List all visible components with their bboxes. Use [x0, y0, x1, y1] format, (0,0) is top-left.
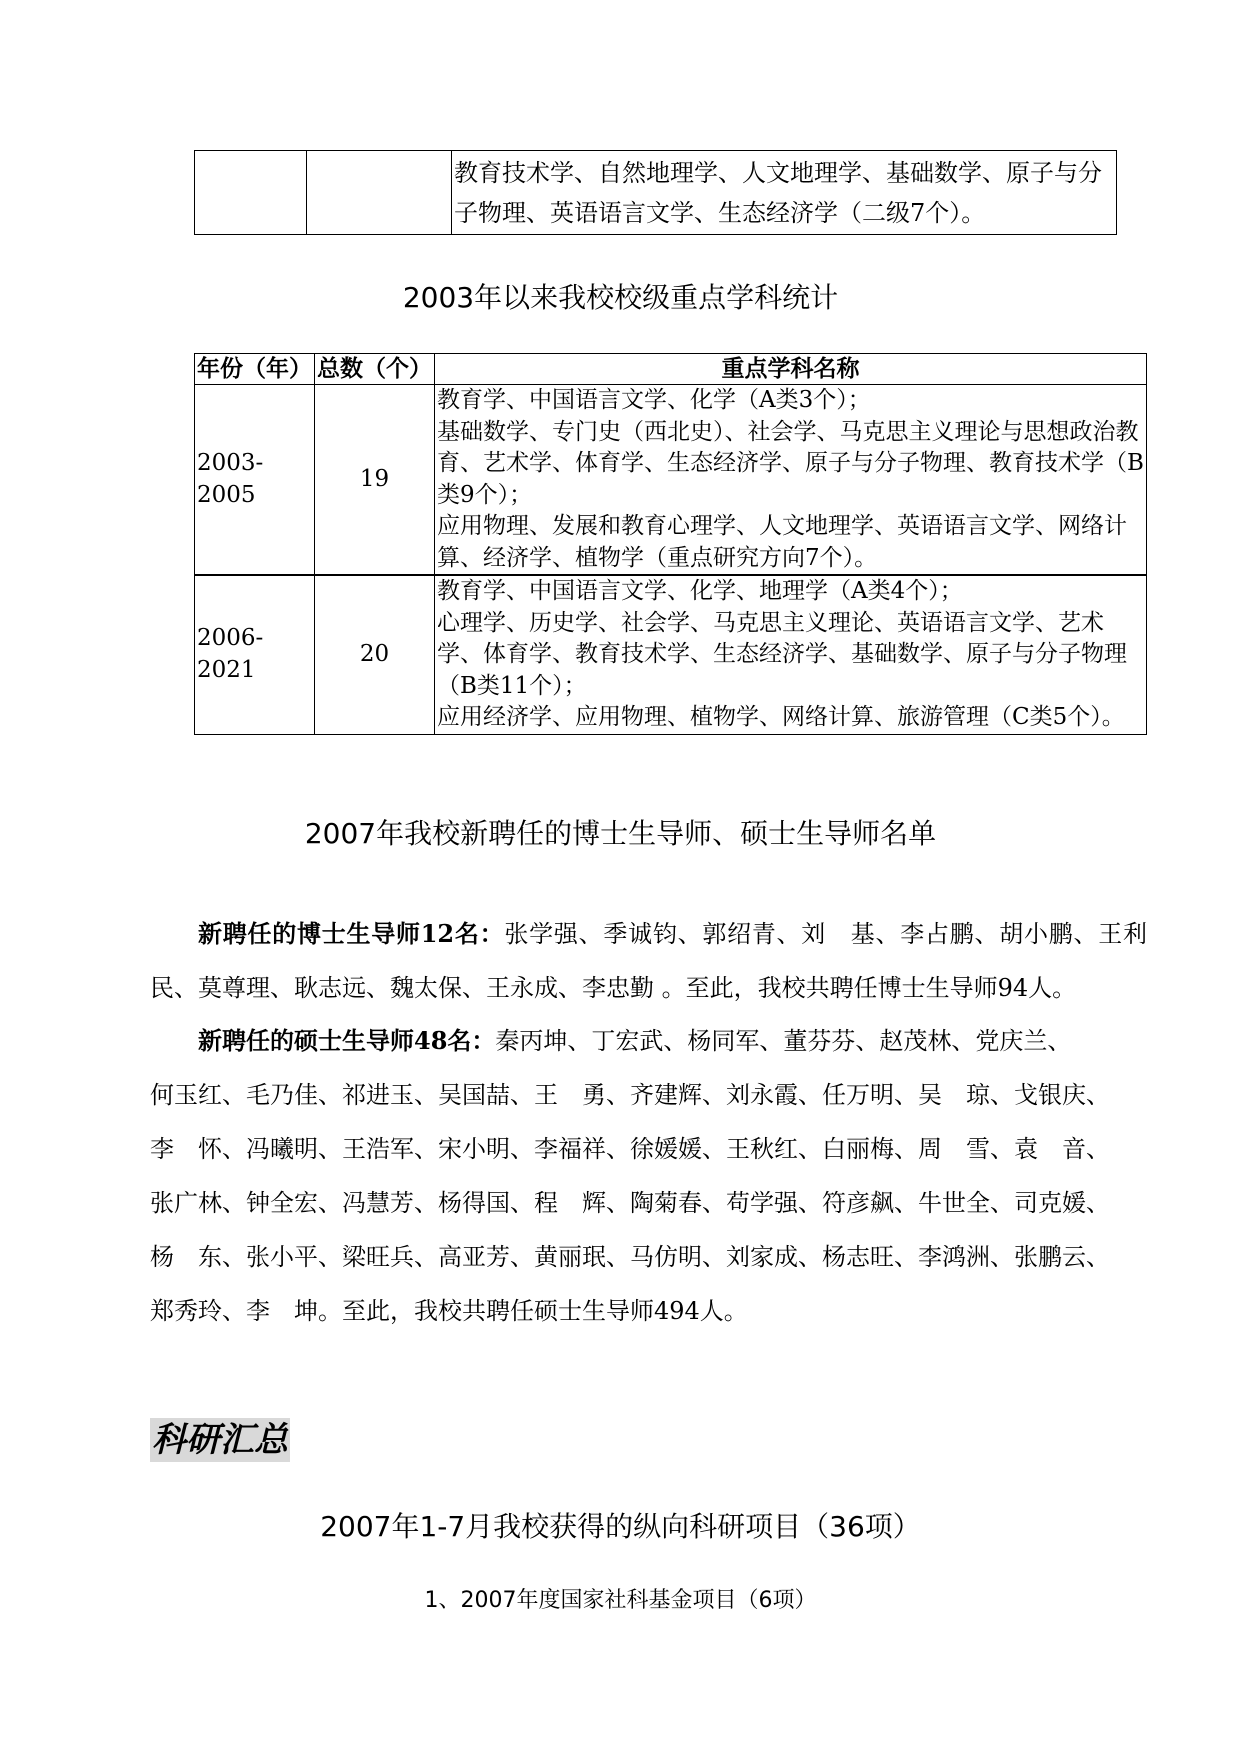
table-cell: 教育技术学、自然地理学、人文地理学、基础数学、原子与分子物理、英语语言文学、生态经济学（二级7个）。: [452, 151, 1117, 235]
table-header-row: [195, 354, 1147, 385]
names-line: 教育学、中国语言文学、化学（A类3个）；: [437, 387, 871, 413]
names-line: 基础数学、专门史（西北史）、社会学、马克思主义理论与思想政治教育、艺术学、体育学、生态经济学、原子与分子物理、教育技术学（B类9个）；: [437, 418, 1144, 508]
section-title: 2007年我校新聘任的博士生导师、硕士生导师名单: [304, 817, 937, 850]
phd-paragraph: [150, 907, 1147, 1015]
table-cell: [195, 151, 307, 235]
master-line: 李 怀、冯曦明、王浩军、宋小明、李福祥、徐媛媛、王秋红、白丽梅、周 雪、袁 音、: [150, 1135, 1110, 1163]
header-total: 总数（个）: [315, 354, 435, 385]
year-cell: 2006-2021: [195, 575, 315, 734]
table-cell: [307, 151, 452, 235]
total-cell: 19: [315, 385, 435, 576]
master-paragraph: [150, 1014, 1147, 1338]
projects-subtitle: 1、2007年度国家社科基金项目（6项）: [424, 1588, 817, 1613]
section-heading: 科研汇总: [152, 1420, 288, 1460]
year-cell: 2003-2005: [195, 385, 315, 576]
master-line: 杨 东、张小平、梁旺兵、高亚芳、黄丽珉、马仿明、刘家成、杨志旺、李鸿洲、张鹏云、: [150, 1243, 1110, 1271]
phd-label: 新聘任的博士生导师12名：: [198, 919, 505, 948]
names-line: 应用物理、发展和教育心理学、人文地理学、英语语言文学、网络计算、经济学、植物学（重点研究方向7个）。: [437, 513, 1127, 571]
header-names: 重点学科名称: [435, 354, 1147, 385]
master-line: 郑秀玲、李 坤。至此，我校共聘任硕士生导师494人。: [150, 1297, 748, 1325]
total-cell: 20: [315, 575, 435, 734]
names-cell: [435, 385, 1147, 576]
names-cell: [435, 575, 1147, 734]
master-line: 张广林、钟全宏、冯慧芳、杨得国、程 辉、陶菊春、苟学强、符彦飙、牛世全、司克媛、: [150, 1189, 1110, 1217]
names-line: 心理学、历史学、社会学、马克思主义理论、英语语言文学、艺术学、体育学、教育技术学、生态经济学、基础数学、原子与分子物理（B类11个）；: [437, 609, 1127, 699]
key-disciplines-table: [194, 353, 1147, 735]
projects-title: 2007年1-7月我校获得的纵向科研项目（36项）: [320, 1510, 921, 1543]
table-row: [195, 575, 1147, 734]
header-year: 年份（年）: [195, 354, 315, 385]
table-row: [195, 385, 1147, 576]
master-label: 新聘任的硕士生导师48名：: [198, 1026, 496, 1055]
master-names: 秦丙坤、丁宏武、杨同军、董芬芬、赵茂林、党庆兰、: [495, 1027, 1072, 1055]
table-title: 2003年以来我校校级重点学科统计: [402, 281, 839, 314]
names-line: 应用经济学、应用物理、植物学、网络计算、旅游管理（C类5个）。: [437, 704, 1125, 730]
names-line: 教育学、中国语言文学、化学、地理学（A类4个）；: [437, 578, 963, 604]
continued-table: [194, 150, 1117, 235]
table-row: [195, 151, 1117, 235]
master-line: 何玉红、毛乃佳、祁进玉、吴国喆、王 勇、齐建辉、刘永霞、任万明、吴 琼、戈银庆、: [150, 1081, 1110, 1109]
phd-names: 张学强、季诚钧、郭绍青、刘 基、李占鹏、胡小鹏、王利民、莫尊理、耿志远、魏太保、王永成、李忠勤 。至此，我校共聘任博士生导师94人。: [150, 920, 1148, 1002]
